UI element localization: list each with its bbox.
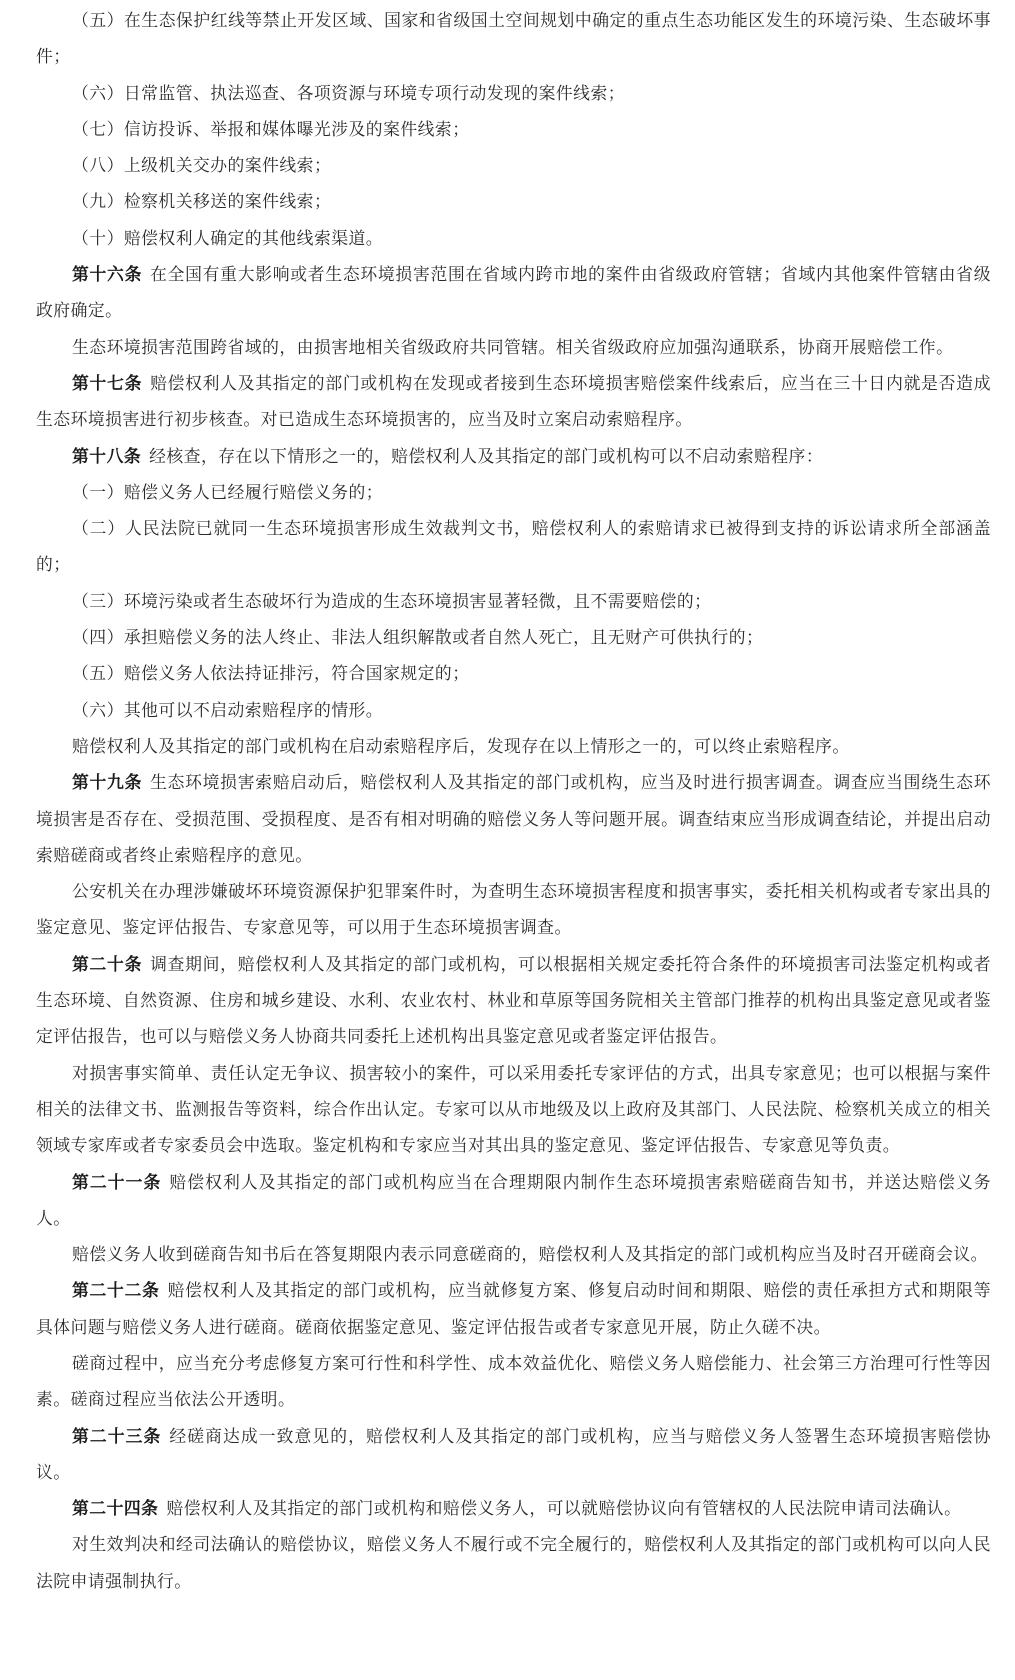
paragraph [36, 1236, 991, 1272]
paragraph-text: （六）其他可以不启动索赔程序的情形。 [72, 699, 384, 720]
paragraph-text: （七）信访投诉、举报和媒体曝光涉及的案件线索； [72, 118, 470, 139]
article-paragraph [36, 1418, 991, 1491]
paragraph-text: 赔偿权利人及其指定的部门或机构在发现或者接到生态环境损害赔偿案件线索后，应当在三十日内就是否造成生态环境损害进行初步核查。对已造成生态环境损害的，应当及时立案启动索赔程序。 [36, 372, 991, 430]
paragraph [36, 619, 991, 655]
paragraph [36, 183, 991, 219]
paragraph-text: （八）上级机关交办的案件线索； [72, 155, 332, 176]
paragraph-text: 赔偿权利人及其指定的部门或机构应当在合理期限内制作生态环境损害索赔磋商告知书，并送达赔偿义务人。 [36, 1171, 991, 1228]
article-number: 第二十三条 [72, 1425, 162, 1446]
paragraph-text: 赔偿权利人及其指定的部门或机构，应当就修复方案、修复启动时间和期限、赔偿的责任承担方式和期限等具体问题与赔偿义务人进行磋商。磋商依据鉴定意见、鉴定评估报告或者专家意见开展，防止久磋不决。 [36, 1280, 991, 1337]
article-paragraph [36, 438, 991, 474]
article-paragraph [36, 1164, 991, 1237]
paragraph-text: 经核查，存在以下情形之一的，赔偿权利人及其指定的部门或机构可以不启动索赔程序： [149, 445, 824, 466]
paragraph-text: 在全国有重大影响或者生态环境损害范围在省域内跨市地的案件由省级政府管辖；省域内其他案件管辖由省级政府确定。 [36, 264, 991, 321]
article-paragraph [36, 764, 991, 873]
paragraph [36, 1345, 991, 1418]
paragraph-text: 赔偿权利人及其指定的部门或机构在启动索赔程序后，发现存在以上情形之一的，可以终止索赔程序。 [72, 735, 850, 756]
paragraph-text: 赔偿义务人收到磋商告知书后在答复期限内表示同意磋商的，赔偿权利人及其指定的部门或机构应当及时召开磋商会议。 [72, 1244, 988, 1265]
paragraph [36, 728, 991, 764]
paragraph-text: （二）人民法院已就同一生态环境损害形成生效裁判文书，赔偿权利人的索赔请求已被得到支持的诉讼请求所全部涵盖的； [36, 518, 991, 575]
paragraph-text: （三）环境污染或者生态破坏行为造成的生态环境损害显著轻微，且不需要赔偿的； [72, 590, 712, 611]
paragraph-text: 公安机关在办理涉嫌破坏环境资源保护犯罪案件时，为查明生态环境损害程度和损害事实，委托相关机构或者专家出具的鉴定意见、鉴定评估报告、专家意见等，可以用于生态环境损害调查。 [36, 881, 991, 938]
paragraph [36, 220, 991, 256]
paragraph [36, 583, 991, 619]
paragraph-text: 经磋商达成一致意见的，赔偿权利人及其指定的部门或机构，应当与赔偿义务人签署生态环境损害赔偿协议。 [36, 1425, 991, 1482]
paragraph [36, 111, 991, 147]
article-number: 第二十四条 [72, 1498, 159, 1519]
paragraph-text: （九）检察机关移送的案件线索； [72, 191, 332, 212]
article-number: 第十七条 [72, 372, 143, 393]
paragraph [36, 1526, 991, 1599]
paragraph [36, 147, 991, 183]
paragraph [36, 1055, 991, 1164]
paragraph [36, 2, 991, 75]
paragraph-text: （五）在生态保护红线等禁止开发区域、国家和省级国土空间规划中确定的重点生态功能区发生的环境污染、生态破坏事件； [36, 10, 991, 67]
paragraph-text: （四）承担赔偿义务的法人终止、非法人组织解散或者自然人死亡，且无财产可供执行的； [72, 627, 764, 648]
article-number: 第十九条 [72, 772, 143, 793]
paragraph-text: 生态环境损害索赔启动后，赔偿权利人及其指定的部门或机构，应当及时进行损害调查。调查应当围绕生态环境损害是否存在、受损范围、受损程度、是否有相对明确的赔偿义务人等问题开展。调查结束应当形成调查结论，并提出启动索赔磋商或者终止索赔程序的意见。 [36, 772, 991, 865]
paragraph-text: 生态环境损害范围跨省域的，由损害地相关省级政府共同管辖。相关省级政府应加强沟通联系，协商开展赔偿工作。 [72, 336, 954, 357]
paragraph-text: （五）赔偿义务人依法持证排污，符合国家规定的； [72, 663, 470, 684]
article-paragraph [36, 365, 991, 438]
article-paragraph [36, 946, 991, 1055]
paragraph [36, 692, 991, 728]
paragraph-text: 赔偿权利人及其指定的部门或机构和赔偿义务人，可以就赔偿协议向有管辖权的人民法院申请司法确认。 [166, 1498, 962, 1519]
paragraph-text: 调查期间，赔偿权利人及其指定的部门或机构，可以根据相关规定委托符合条件的环境损害司法鉴定机构或者生态环境、自然资源、住房和城乡建设、水利、农业农村、林业和草原等国务院相关主管部门推荐的机构出具鉴定意见或者鉴定评估报告，也可以与赔偿义务人协商共同委托上述机构出具鉴定意见或者鉴定评估报告。 [36, 953, 991, 1047]
paragraph [36, 873, 991, 946]
article-paragraph [36, 1490, 991, 1526]
paragraph [36, 655, 991, 691]
paragraph-text: 对损害事实简单、责任认定无争议、损害较小的案件，可以采用委托专家评估的方式，出具专家意见；也可以根据与案件相关的法律文书、监测报告等资料，综合作出认定。专家可以从市地级及以上政府及其部门、人民法院、检察机关成立的相关领域专家库或者专家委员会中选取。鉴定机构和专家应当对其出具的鉴定意见、鉴定评估报告、专家意见等负责。 [36, 1062, 991, 1156]
article-number: 第二十二条 [72, 1280, 160, 1301]
paragraph-text: （六）日常监管、执法巡查、各项资源与环境专项行动发现的案件线索； [72, 82, 626, 103]
document-body [36, 2, 991, 1599]
article-number: 第二十一条 [72, 1171, 162, 1192]
article-paragraph [36, 256, 991, 329]
article-number: 第二十条 [72, 953, 143, 974]
article-paragraph [36, 1272, 991, 1345]
paragraph-text: 磋商过程中，应当充分考虑修复方案可行性和科学性、成本效益优化、赔偿义务人赔偿能力、社会第三方治理可行性等因素。磋商过程应当依法公开透明。 [36, 1352, 991, 1410]
paragraph [36, 510, 991, 583]
paragraph-text: （十）赔偿权利人确定的其他线索渠道。 [72, 227, 384, 248]
article-number: 第十八条 [72, 445, 142, 466]
paragraph-text: （一）赔偿义务人已经履行赔偿义务的； [72, 481, 384, 502]
paragraph [36, 329, 991, 365]
paragraph-text: 对生效判决和经司法确认的赔偿协议，赔偿义务人不履行或不完全履行的，赔偿权利人及其指定的部门或机构可以向人民法院申请强制执行。 [36, 1534, 991, 1591]
paragraph [36, 75, 991, 111]
article-number: 第十六条 [72, 264, 143, 285]
paragraph [36, 474, 991, 510]
